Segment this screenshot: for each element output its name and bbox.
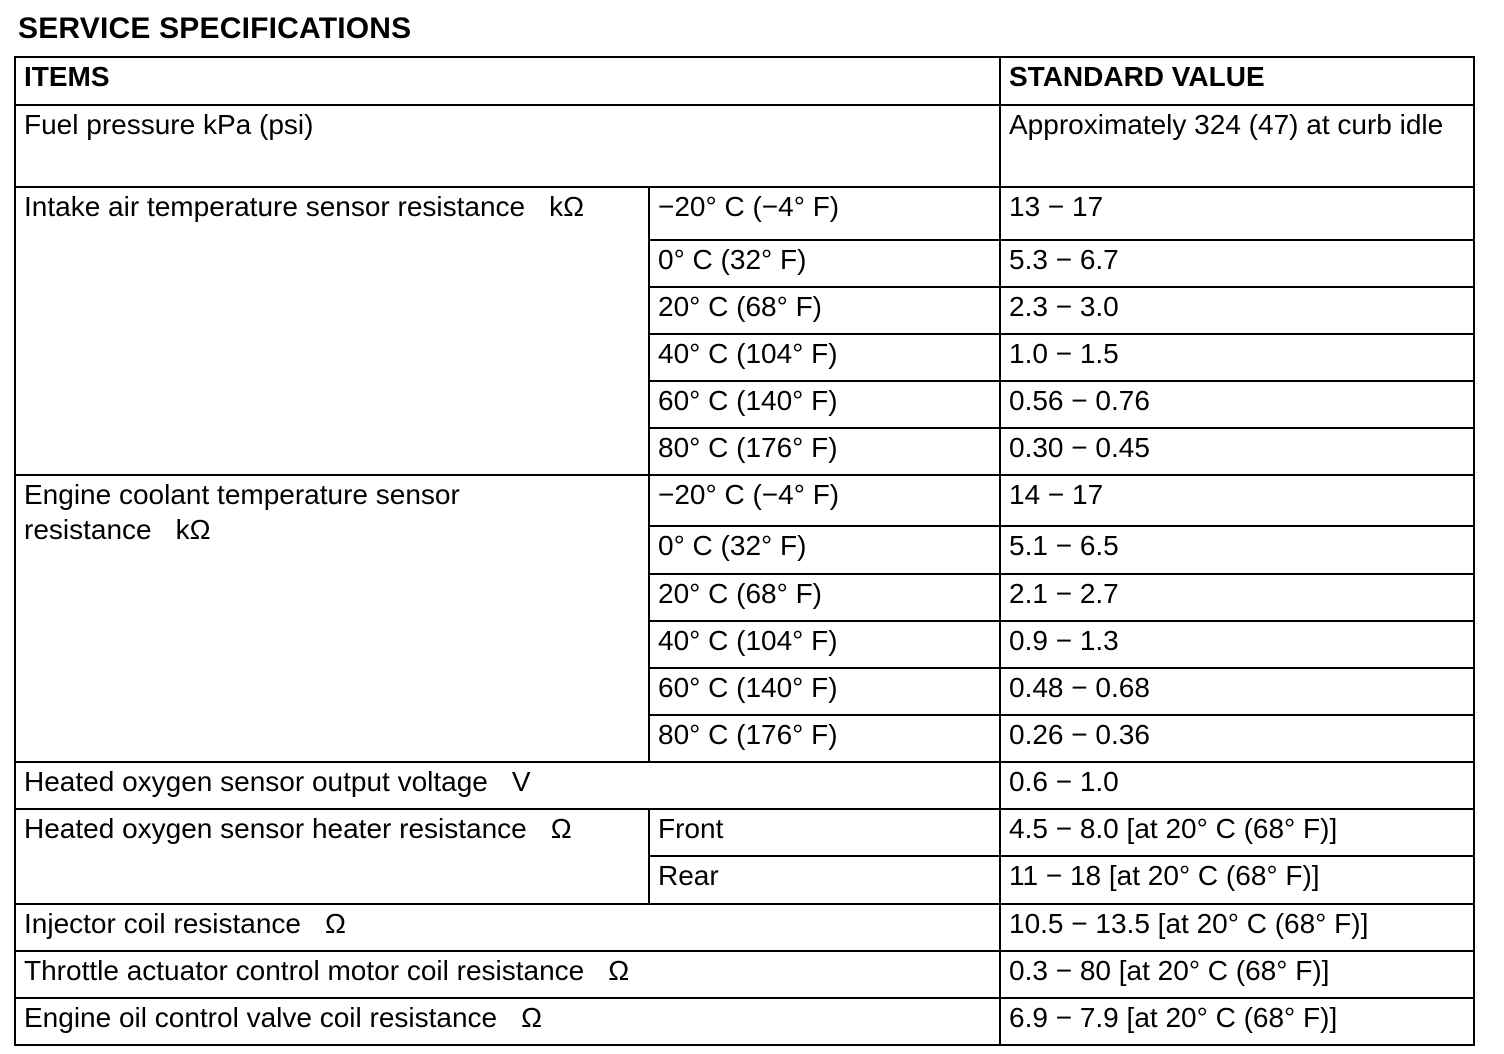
table-row: [15, 187, 1474, 239]
item-label-text: Engine coolant temperature sensor resistance: [24, 479, 460, 546]
condition-cell: 80° C (176° F): [649, 428, 1000, 475]
condition-cell: Front: [649, 809, 1000, 856]
header-items: ITEMS: [15, 57, 1000, 105]
standard-value: 0.6 − 1.0: [1000, 762, 1474, 809]
standard-value: 4.5 − 8.0 [at 20° C (68° F)]: [1000, 809, 1474, 856]
item-label: [15, 809, 649, 903]
table-row: [15, 904, 1474, 951]
item-label-text: Heated oxygen sensor output voltage: [24, 766, 488, 798]
condition-cell: 20° C (68° F): [649, 287, 1000, 334]
condition-cell: −20° C (−4° F): [649, 475, 1000, 526]
standard-value: 10.5 − 13.5 [at 20° C (68° F)]: [1000, 904, 1474, 951]
standard-value: 14 − 17: [1000, 475, 1474, 526]
condition-cell: 60° C (140° F): [649, 668, 1000, 715]
condition-cell: 40° C (104° F): [649, 621, 1000, 668]
condition-cell: 40° C (104° F): [649, 334, 1000, 381]
item-label: [15, 762, 1000, 809]
standard-value: 2.3 − 3.0: [1000, 287, 1474, 334]
condition-cell: Rear: [649, 856, 1000, 903]
item-unit: kΩ: [549, 191, 585, 223]
item-unit: Ω: [521, 1001, 543, 1033]
item-label: [15, 951, 1000, 998]
standard-value: 0.26 − 0.36: [1000, 715, 1474, 762]
item-label-text: Injector coil resistance: [24, 907, 302, 939]
item-label-text: Throttle actuator control motor coil resistance: [24, 954, 585, 986]
item-unit: kΩ: [175, 514, 211, 546]
item-label-text: Heated oxygen sensor heater resistance: [24, 813, 527, 845]
table-row: [15, 951, 1474, 998]
standard-value: 0.30 − 0.45: [1000, 428, 1474, 475]
condition-cell: 0° C (32° F): [649, 240, 1000, 287]
item-unit: Ω: [550, 813, 572, 845]
table-row: [15, 809, 1474, 856]
standard-value: 0.9 − 1.3: [1000, 621, 1474, 668]
header-standard-value: STANDARD VALUE: [1000, 57, 1474, 105]
standard-value: 13 − 17: [1000, 187, 1474, 239]
standard-value: 1.0 − 1.5: [1000, 334, 1474, 381]
standard-value: Approximately 324 (47) at curb idle: [1000, 105, 1474, 187]
item-label-text: Engine oil control valve coil resistance: [24, 1001, 498, 1033]
service-specifications-table: [14, 56, 1475, 1046]
standard-value: 0.48 − 0.68: [1000, 668, 1474, 715]
condition-cell: 0° C (32° F): [649, 526, 1000, 573]
condition-cell: −20° C (−4° F): [649, 187, 1000, 239]
item-unit: Ω: [608, 954, 630, 986]
item-label: [15, 187, 649, 475]
standard-value: 5.1 − 6.5: [1000, 526, 1474, 573]
item-label: [15, 998, 1000, 1045]
standard-value: 5.3 − 6.7: [1000, 240, 1474, 287]
standard-value: 2.1 − 2.7: [1000, 574, 1474, 621]
condition-cell: 60° C (140° F): [649, 381, 1000, 428]
item-label: Fuel pressure kPa (psi): [15, 105, 1000, 187]
item-unit: Ω: [325, 907, 346, 939]
table-row: [15, 475, 1474, 526]
table-row: [15, 105, 1474, 187]
standard-value: 0.56 − 0.76: [1000, 381, 1474, 428]
item-label-text: Intake air temperature sensor resistance: [24, 191, 526, 223]
item-label: [15, 904, 1000, 951]
page-title: SERVICE SPECIFICATIONS: [18, 12, 412, 45]
header-row: [15, 57, 1474, 105]
table-row: [15, 998, 1474, 1045]
item-unit: V: [511, 766, 531, 798]
condition-cell: 20° C (68° F): [649, 574, 1000, 621]
table-row: [15, 762, 1474, 809]
item-label: [15, 475, 649, 762]
standard-value: 6.9 − 7.9 [at 20° C (68° F)]: [1000, 998, 1474, 1045]
standard-value: 0.3 − 80 [at 20° C (68° F)]: [1000, 951, 1474, 998]
condition-cell: 80° C (176° F): [649, 715, 1000, 762]
standard-value: 11 − 18 [at 20° C (68° F)]: [1000, 856, 1474, 903]
